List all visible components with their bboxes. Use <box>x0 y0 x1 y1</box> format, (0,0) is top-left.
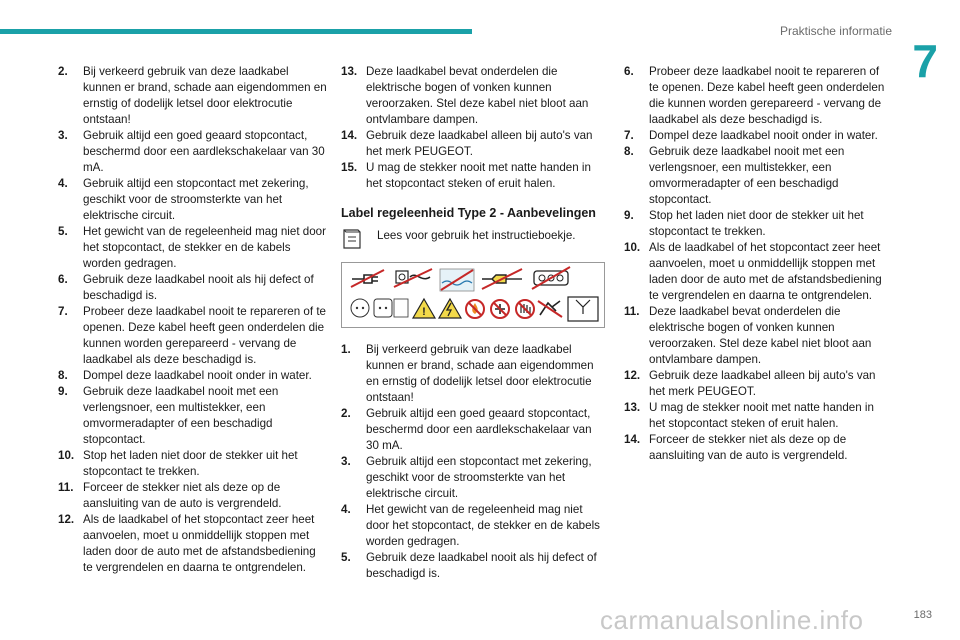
item-number: 10. <box>58 449 75 462</box>
multi-socket-prohibited-icon <box>532 267 570 289</box>
item-text: Gebruik altijd een goed geaard stopcontact, beschermd door een aardlekschakelaar van 30 mA. <box>83 129 325 174</box>
column-1 <box>58 64 328 576</box>
column-2 <box>341 64 606 582</box>
peugeot-only-icon <box>568 297 598 321</box>
item-text: Het gewicht van de regeleenheid mag niet door het stopcontact, de stekker en de kabels worden gedragen. <box>366 503 600 548</box>
item-number: 8. <box>58 369 68 382</box>
list-item <box>624 368 890 400</box>
item-text: Gebruik altijd een stopcontact met zekering, geschikt voor de stroomsterkte van het elektrische circuit. <box>83 177 309 222</box>
list-item <box>624 400 890 432</box>
item-number: 13. <box>624 401 641 414</box>
control-unit-label <box>341 262 605 328</box>
item-number: 2. <box>341 407 351 420</box>
item-number: 9. <box>58 385 68 398</box>
item-text: Deze laadkabel bevat onderdelen die elektrische bogen of vonken kunnen veroorzaken. Stel deze kabel niet bloot aan ontvlambare dampen. <box>649 305 872 366</box>
list-item <box>58 128 328 176</box>
list-item <box>624 128 890 144</box>
item-number: 4. <box>341 503 351 516</box>
item-text: Als de laadkabel of het stopcontact zeer heet aanvoelen, moet u onmiddellijk stoppen met laden door de auto met de afstandsbediening te vergrendelen en daarna te ontgrendelen. <box>83 513 316 574</box>
item-number: 9. <box>624 209 634 222</box>
item-text: Bij verkeerd gebruik van deze laadkabel kunnen er brand, schade aan eigendommen en ernstig of dodelijk letsel door elektrocutie ontstaan! <box>366 343 594 404</box>
flammable-prohibited-icon <box>466 300 484 318</box>
book-icon <box>341 228 363 250</box>
item-number: 10. <box>624 241 641 254</box>
item-number: 7. <box>624 129 634 142</box>
chapter-number: 7 <box>912 35 938 87</box>
list-item <box>58 272 328 304</box>
item-text: U mag de stekker nooit met natte handen in het stopcontact steken of eruit halen. <box>366 161 591 190</box>
item-number: 14. <box>341 129 358 142</box>
item-text: Stop het laden niet door de stekker uit het stopcontact te trekken. <box>649 209 864 238</box>
list-item <box>624 208 890 240</box>
list-item <box>341 406 606 454</box>
item-number: 14. <box>624 433 641 446</box>
instruction-list <box>341 342 606 582</box>
item-number: 4. <box>58 177 68 190</box>
section-title: Label regeleenheid Type 2 - Aanbevelingen <box>341 206 596 220</box>
list-item <box>341 502 606 550</box>
list-item <box>341 64 606 128</box>
item-text: U mag de stekker nooit met natte handen in het stopcontact steken of eruit halen. <box>649 401 874 430</box>
header-accent-bar <box>0 29 472 34</box>
list-item <box>58 176 328 224</box>
item-number: 6. <box>58 273 68 286</box>
list-item <box>58 512 328 576</box>
plug-prohibited-icon <box>350 269 386 289</box>
item-number: 8. <box>624 145 634 158</box>
item-number: 11. <box>58 481 74 494</box>
list-item <box>624 432 890 464</box>
item-number: 5. <box>341 551 351 564</box>
list-item <box>58 448 328 480</box>
earth-icon <box>351 299 369 317</box>
item-text: Forceer de stekker niet als deze op de aansluiting van de auto is vergrendeld. <box>83 481 282 510</box>
instruction-list <box>58 64 328 576</box>
item-number: 5. <box>58 225 68 238</box>
instruction-list <box>341 64 606 192</box>
page-header-title: Praktische informatie <box>779 24 892 38</box>
list-item <box>624 144 890 208</box>
list-item <box>58 304 328 368</box>
item-text: Bij verkeerd gebruik van deze laadkabel kunnen er brand, schade aan eigendommen en ernstig of dodelijk letsel door elektrocutie ontstaan! <box>83 65 327 126</box>
item-text: Probeer deze laadkabel nooit te repareren of te openen. Deze kabel heeft geen onderdelen die kunnen worden gerepareerd - vervang de laadkabel als deze beschadigd is. <box>649 65 885 126</box>
item-text: Forceer de stekker niet als deze op de aansluiting van de auto is vergrendeld. <box>649 433 848 462</box>
no-wet-hands-icon <box>516 300 534 318</box>
item-text: Het gewicht van de regeleenheid mag niet door het stopcontact, de stekker en de kabels worden gedragen. <box>83 225 326 270</box>
list-item <box>624 240 890 304</box>
list-item <box>58 368 328 384</box>
item-text: Gebruik deze laadkabel nooit met een verlengsnoer, een multistekker, een omvormeradapter of een beschadigd stopcontact. <box>83 385 279 446</box>
item-number: 13. <box>341 65 358 78</box>
svg-text:!: ! <box>422 306 426 318</box>
item-text: Deze laadkabel bevat onderdelen die elektrische bogen of vonken kunnen veroorzaken. Stel deze kabel niet bloot aan ontvlambare dampen. <box>366 65 589 126</box>
list-item <box>341 128 606 160</box>
page-number: 183 <box>913 609 932 621</box>
item-text: Stop het laden niet door de stekker uit het stopcontact te trekken. <box>83 449 298 478</box>
item-text: Als de laadkabel of het stopcontact zeer heet aanvoelen, moet u onmiddellijk stoppen met laden door de auto met de afstandsbediening te vergrendelen en daarna te ontgrendelen. <box>649 241 882 302</box>
item-text: Dompel deze laadkabel nooit onder in water. <box>83 369 312 382</box>
item-number: 2. <box>58 65 68 78</box>
manual-note <box>341 228 606 260</box>
list-item <box>624 64 890 128</box>
note-text: Lees voor gebruik het instructieboekje. <box>377 229 576 242</box>
item-number: 7. <box>58 305 68 318</box>
item-text: Gebruik deze laadkabel nooit als hij defect of beschadigd is. <box>366 551 597 580</box>
list-item <box>58 480 328 512</box>
item-text: Dompel deze laadkabel nooit onder in water. <box>649 129 878 142</box>
warning-icon <box>413 299 435 318</box>
extension-prohibited-icon <box>394 269 432 287</box>
item-text: Probeer deze laadkabel nooit te repareren of te openen. Deze kabel heeft geen onderdelen die kunnen worden gerepareerd - vervang de laadkabel als deze beschadigd is. <box>83 305 326 366</box>
item-text: Gebruik deze laadkabel alleen bij auto's van het merk PEUGEOT. <box>366 129 593 158</box>
electric-hazard-icon <box>439 299 461 318</box>
item-number: 12. <box>58 513 75 526</box>
item-number: 1. <box>341 343 351 356</box>
instruction-list <box>624 64 890 464</box>
list-item <box>341 550 606 582</box>
item-number: 6. <box>624 65 634 78</box>
water-prohibited-icon <box>440 269 474 291</box>
list-item <box>341 454 606 502</box>
item-number: 3. <box>58 129 68 142</box>
list-item <box>341 160 606 192</box>
list-item <box>341 342 606 406</box>
no-pull-icon <box>538 301 562 317</box>
list-item <box>58 384 328 448</box>
item-text: Gebruik altijd een goed geaard stopcontact, beschermd door een aardlekschakelaar van 30 mA. <box>366 407 592 452</box>
column-3 <box>624 64 890 464</box>
watermark: carmanualsonline.info <box>600 605 864 635</box>
list-item <box>624 304 890 368</box>
rcd-icon <box>374 299 408 317</box>
item-number: 3. <box>341 455 351 468</box>
adapter-prohibited-icon <box>482 269 522 289</box>
item-text: Gebruik deze laadkabel nooit met een verlengsnoer, een multistekker, een omvormeradapter of een beschadigd stopcontact. <box>649 145 845 206</box>
disassembly-prohibited-icon <box>491 300 509 318</box>
item-text: Gebruik deze laadkabel nooit als hij defect of beschadigd is. <box>83 273 314 302</box>
item-number: 11. <box>624 305 640 318</box>
item-text: Gebruik deze laadkabel alleen bij auto's van het merk PEUGEOT. <box>649 369 876 398</box>
item-number: 15. <box>341 161 358 174</box>
list-item <box>58 224 328 272</box>
list-item <box>58 64 328 128</box>
item-text: Gebruik altijd een stopcontact met zekering, geschikt voor de stroomsterkte van het elektrische circuit. <box>366 455 592 500</box>
item-number: 12. <box>624 369 641 382</box>
